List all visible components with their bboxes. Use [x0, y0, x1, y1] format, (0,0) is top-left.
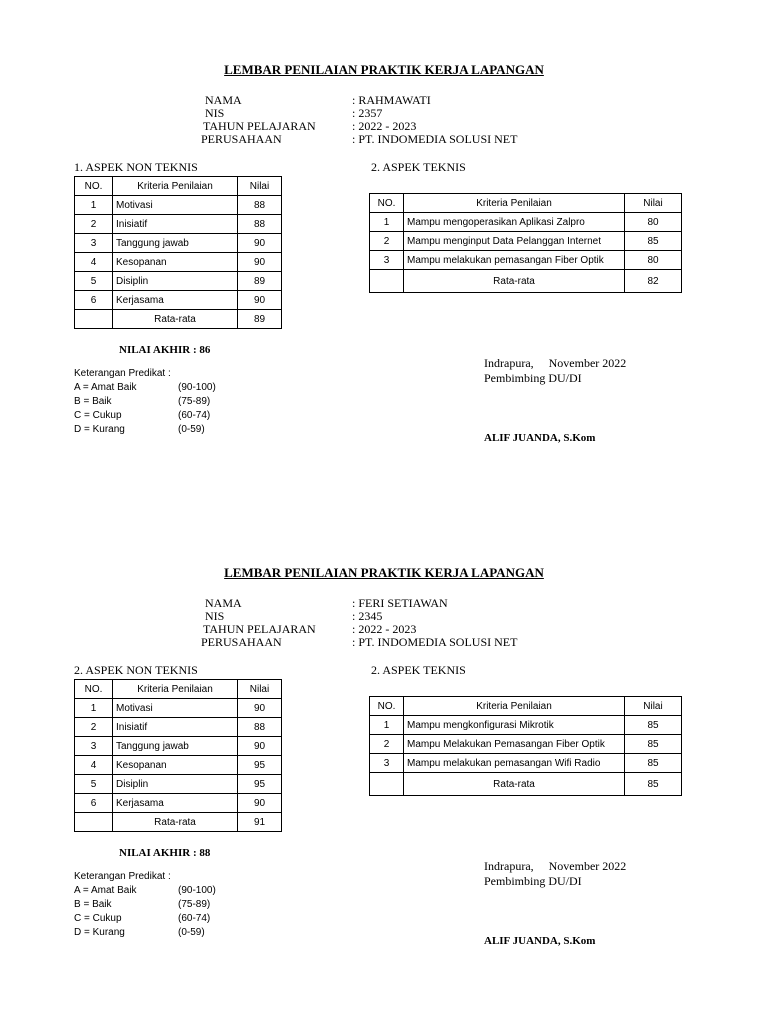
row-criteria: Kerjasama — [113, 794, 238, 813]
table-row — [75, 234, 282, 253]
row-score: 90 — [238, 737, 282, 756]
info-value-nis: : 2357 — [352, 106, 383, 120]
row-criteria: Inisiatif — [113, 215, 238, 234]
row-no: 2 — [75, 718, 113, 737]
row-criteria: Mampu mengkonfigurasi Mikrotik — [404, 716, 625, 735]
row-score: 85 — [625, 754, 682, 773]
predicate-heading: Keterangan Predikat : — [74, 871, 171, 882]
predicate-range: (0-59) — [178, 424, 205, 435]
info-value-nis: : 2345 — [352, 609, 383, 623]
table-header-row — [75, 177, 282, 196]
header-score: Nilai — [625, 194, 682, 213]
table-row — [75, 215, 282, 234]
predicate-label: C = Cukup — [74, 913, 122, 924]
average-row — [75, 813, 282, 832]
row-score: 95 — [238, 775, 282, 794]
predicate-range: (75-89) — [178, 396, 211, 407]
info-value-name: : FERI SETIAWAN — [352, 596, 448, 610]
final-score: NILAI AKHIR : 88 — [119, 847, 211, 859]
predicate-range: (60-74) — [178, 410, 211, 421]
row-no: 5 — [75, 272, 113, 291]
average-value: 82 — [625, 270, 682, 293]
final-score: NILAI AKHIR : 86 — [119, 344, 211, 356]
table-header-row — [370, 194, 682, 213]
table-row — [75, 737, 282, 756]
signature-place-date: Indrapura, November 2022 — [484, 859, 627, 873]
technical-table — [369, 193, 682, 293]
predicate-range: (75-89) — [178, 899, 211, 910]
row-criteria: Disiplin — [113, 272, 238, 291]
row-score: 90 — [238, 291, 282, 310]
row-criteria: Mampu melakukan pemasangan Fiber Optik — [404, 251, 625, 270]
row-criteria: Mampu melakukan pemasangan Wifi Radio — [404, 754, 625, 773]
row-score: 85 — [625, 232, 682, 251]
technical-heading: 2. ASPEK TEKNIS — [371, 663, 466, 677]
row-score: 95 — [238, 756, 282, 775]
average-row — [370, 270, 682, 293]
row-criteria: Kesopanan — [113, 756, 238, 775]
row-criteria: Tanggung jawab — [113, 737, 238, 756]
row-no: 4 — [75, 756, 113, 775]
header-criteria: Kriteria Penilaian — [113, 177, 238, 196]
header-score: Nilai — [625, 697, 682, 716]
info-value-year: : 2022 - 2023 — [352, 622, 417, 636]
average-value: 89 — [238, 310, 282, 329]
predicate-range: (90-100) — [178, 382, 216, 393]
table-row — [75, 699, 282, 718]
header-no: NO. — [370, 194, 404, 213]
predicate-label: C = Cukup — [74, 410, 122, 421]
header-criteria: Kriteria Penilaian — [113, 680, 238, 699]
row-no: 3 — [75, 737, 113, 756]
row-score: 80 — [625, 213, 682, 232]
table-row — [75, 718, 282, 737]
table-row — [370, 754, 682, 773]
info-label-name: NAMA — [205, 93, 242, 107]
info-value-year: : 2022 - 2023 — [352, 119, 417, 133]
row-criteria: Kerjasama — [113, 291, 238, 310]
table-row — [370, 735, 682, 754]
info-value-company: : PT. INDOMEDIA SOLUSI NET — [352, 132, 518, 146]
technical-heading: 2. ASPEK TEKNIS — [371, 160, 466, 174]
header-criteria: Kriteria Penilaian — [404, 194, 625, 213]
row-score: 90 — [238, 794, 282, 813]
info-label-nis: NIS — [205, 609, 225, 623]
non-technical-table — [74, 679, 282, 832]
row-no: 3 — [370, 251, 404, 270]
technical-table — [369, 696, 682, 796]
predicate-range: (0-59) — [178, 927, 205, 938]
row-criteria: Mampu menginput Data Pelanggan Internet — [404, 232, 625, 251]
predicate-label: D = Kurang — [74, 927, 125, 938]
average-value: 91 — [238, 813, 282, 832]
table-row — [75, 775, 282, 794]
table-row — [75, 196, 282, 215]
sheet-title: LEMBAR PENILAIAN PRAKTIK KERJA LAPANGAN — [224, 62, 544, 77]
info-label-company: PERUSAHAAN — [201, 132, 282, 146]
row-no: 5 — [75, 775, 113, 794]
row-criteria: Mampu Melakukan Pemasangan Fiber Optik — [404, 735, 625, 754]
row-score: 90 — [238, 234, 282, 253]
non-technical-heading: 1. ASPEK NON TEKNIS — [74, 160, 198, 174]
row-no: 3 — [370, 754, 404, 773]
row-no: 4 — [75, 253, 113, 272]
predicate-label: B = Baik — [74, 396, 112, 407]
table-header-row — [75, 680, 282, 699]
header-no: NO. — [75, 680, 113, 699]
signature-name: ALIF JUANDA, S.Kom — [484, 432, 596, 444]
row-score: 80 — [625, 251, 682, 270]
predicate-heading: Keterangan Predikat : — [74, 368, 171, 379]
info-value-name: : RAHMAWATI — [352, 93, 431, 107]
info-label-company: PERUSAHAAN — [201, 635, 282, 649]
row-no: 6 — [75, 291, 113, 310]
assessment-sheet — [0, 503, 768, 1006]
row-score: 90 — [238, 253, 282, 272]
row-criteria: Motivasi — [113, 699, 238, 718]
table-row — [370, 716, 682, 735]
info-value-company: : PT. INDOMEDIA SOLUSI NET — [352, 635, 518, 649]
row-criteria: Inisiatif — [113, 718, 238, 737]
header-no: NO. — [75, 177, 113, 196]
signature-role: Pembimbing DU/DI — [484, 874, 582, 888]
table-row — [370, 213, 682, 232]
row-score: 88 — [238, 196, 282, 215]
assessment-sheet — [0, 0, 768, 503]
average-row — [370, 773, 682, 796]
predicate-range: (60-74) — [178, 913, 211, 924]
row-score: 90 — [238, 699, 282, 718]
header-score: Nilai — [238, 680, 282, 699]
row-no: 1 — [75, 196, 113, 215]
table-row — [75, 756, 282, 775]
row-score: 85 — [625, 735, 682, 754]
header-score: Nilai — [238, 177, 282, 196]
info-label-year: TAHUN PELAJARAN — [203, 622, 316, 636]
table-row — [370, 232, 682, 251]
row-score: 88 — [238, 718, 282, 737]
average-label: Rata-rata — [113, 813, 238, 832]
info-label-year: TAHUN PELAJARAN — [203, 119, 316, 133]
row-criteria: Kesopanan — [113, 253, 238, 272]
table-row — [75, 272, 282, 291]
row-no: 2 — [370, 735, 404, 754]
row-no: 1 — [370, 716, 404, 735]
header-no: NO. — [370, 697, 404, 716]
info-label-name: NAMA — [205, 596, 242, 610]
table-header-row — [370, 697, 682, 716]
row-criteria: Disiplin — [113, 775, 238, 794]
row-score: 88 — [238, 215, 282, 234]
non-technical-table — [74, 176, 282, 329]
row-no: 2 — [75, 215, 113, 234]
row-no: 6 — [75, 794, 113, 813]
row-no: 3 — [75, 234, 113, 253]
table-row — [75, 253, 282, 272]
table-row — [75, 794, 282, 813]
average-label: Rata-rata — [113, 310, 238, 329]
info-label-nis: NIS — [205, 106, 225, 120]
row-score: 89 — [238, 272, 282, 291]
average-row — [75, 310, 282, 329]
predicate-range: (90-100) — [178, 885, 216, 896]
table-row — [370, 251, 682, 270]
signature-place-date: Indrapura, November 2022 — [484, 356, 627, 370]
header-criteria: Kriteria Penilaian — [404, 697, 625, 716]
signature-name: ALIF JUANDA, S.Kom — [484, 935, 596, 947]
predicate-label: A = Amat Baik — [74, 885, 137, 896]
row-no: 2 — [370, 232, 404, 251]
average-value: 85 — [625, 773, 682, 796]
table-row — [75, 291, 282, 310]
row-criteria: Mampu mengoperasikan Aplikasi Zalpro — [404, 213, 625, 232]
sheet-title: LEMBAR PENILAIAN PRAKTIK KERJA LAPANGAN — [224, 565, 544, 580]
non-technical-heading: 2. ASPEK NON TEKNIS — [74, 663, 198, 677]
row-no: 1 — [370, 213, 404, 232]
predicate-label: A = Amat Baik — [74, 382, 137, 393]
row-score: 85 — [625, 716, 682, 735]
average-label: Rata-rata — [404, 773, 625, 796]
average-label: Rata-rata — [404, 270, 625, 293]
predicate-label: B = Baik — [74, 899, 112, 910]
signature-role: Pembimbing DU/DI — [484, 371, 582, 385]
row-criteria: Motivasi — [113, 196, 238, 215]
row-no: 1 — [75, 699, 113, 718]
predicate-label: D = Kurang — [74, 424, 125, 435]
row-criteria: Tanggung jawab — [113, 234, 238, 253]
